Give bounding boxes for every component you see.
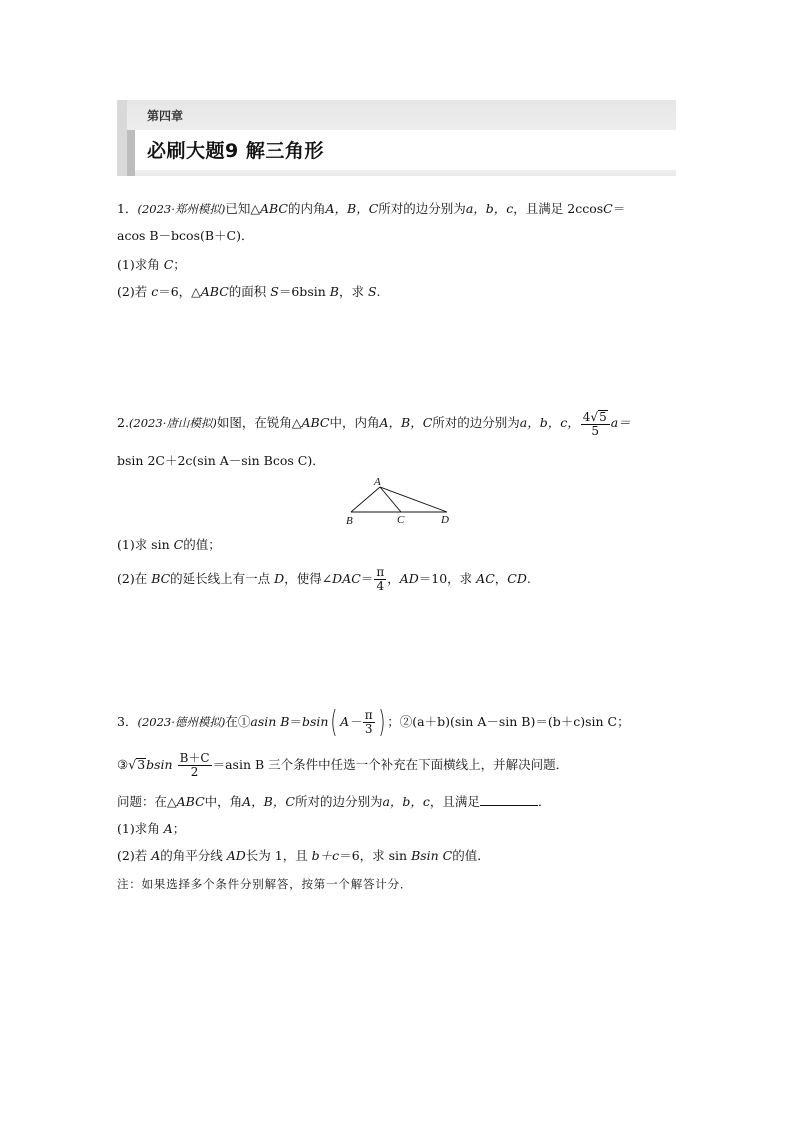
q3-var: a，b，c [382,794,430,809]
q3-var: A [151,848,161,863]
q2-fraction: $\frac{4√5}{5}$ [581,410,610,438]
q2-text: 的延长线上有一点 [170,571,275,586]
q3-number: 3． [117,714,138,729]
header-top-band [117,100,676,130]
q3-part1 [117,821,185,837]
q2-part1 [117,537,221,553]
q3-var: ABC [176,794,205,809]
q3-condition-3: ＝asin B 三个条件中任选一个补充在下面横线上，并解决问题． [212,757,569,772]
q3-text: 的值． [452,848,490,863]
q2-text: ＝ [360,571,374,586]
header-accent-bar [117,100,127,176]
q1-var: ABC [200,284,229,299]
q2-var: a，b，c， [519,415,580,430]
q3-condition-2: ；②(a＋b)(sin A－sin B)＝(b＋c)sin C； [387,714,630,729]
q2-number: 2. [117,415,129,430]
chapter-label: 第四章 [147,109,184,123]
q2-text: (1)求 sin [117,537,174,552]
q1-text: ＝ [612,201,626,216]
q2-source: (2023·唐山模拟) [128,416,217,430]
fig-label-d: D [441,514,449,526]
q2-stem-line2 [117,453,325,469]
q3-pi-num: π [364,708,373,722]
q1-text: 的面积 [228,284,271,299]
q2-text: 所对的边分别为 [432,415,520,430]
fig-side-ab [351,487,380,512]
q1-var: C [603,201,613,216]
q2-var: a＝ [610,415,631,430]
q1-var: B [329,284,339,299]
q3-text: 的角平分线 [160,848,227,863]
q2-text: ， [387,571,400,586]
q3-text: 问题：在△ [117,794,177,809]
q2-pi-den: 4 [376,579,385,593]
q1-text: 的内角 [288,201,326,216]
q1-number: 1． [117,201,138,216]
q2-triangle-figure [340,474,460,526]
q2-pi-fraction [374,566,386,593]
q3-source: (2023·德州模拟) [137,715,226,729]
q3-sqrt: 3 [137,757,146,772]
q3-text: (1)求角 [117,821,164,836]
q2-var: D [274,571,285,586]
q2-text: ，使得∠ [284,571,333,586]
q3-text: ＝ [289,714,302,729]
q3-pi-fraction [363,709,375,736]
q3-text: ＝6，求 sin [339,848,412,863]
q2-var: BC [151,571,171,586]
q3-text: ，且满足 [429,794,480,809]
q1-text: . [376,284,381,299]
q1-var: S [367,284,377,299]
q3-question [117,794,550,810]
header-accent-bar-inner [127,130,135,176]
q3-text: 长为 1，且 [245,848,312,863]
chapter-header [117,100,676,176]
q1-stem-line1 [117,201,625,217]
q2-var: ABC [301,415,330,430]
q2-var: C [173,537,184,552]
q2-var: A，B，C [379,415,433,430]
q3-frac-den: 2 [190,765,199,779]
q3-var: A，B，C [242,794,295,809]
q1-text: ＝6bsin [278,284,330,299]
q1-text: 已知△ [225,201,260,216]
q2-var: AD [399,571,419,586]
fig-label-b: B [346,515,353,526]
q2-frac-coef: 4 [582,409,591,424]
q3-left-paren: ( [330,704,338,740]
q3-var: asin B [250,714,290,729]
q1-source: (2023·郑州模拟) [137,202,226,216]
q3-text: 中，角 [204,794,243,809]
q2-equation: bsin 2C＋2c(sin A－sin Bcos C)． [117,453,325,468]
q2-var: CD [507,571,527,586]
q3-fraction [178,752,212,779]
q3-text: ③ [117,757,129,772]
q3-text: ； [172,821,186,836]
q2-var: DAC [332,571,361,586]
q1-var: C [163,257,174,272]
q1-text: (2)若 [117,284,152,299]
q2-var: AC [476,571,495,586]
q3-text: (2)若 [117,848,152,863]
q3-pi-den: 3 [364,722,373,736]
q2-text: (2)在 [117,571,152,586]
q3-var: bsin [301,714,329,729]
q2-frac-den: 5 [591,423,600,438]
q3-var: A [163,821,173,836]
header-underline [135,170,676,176]
q3-note: 注：如果选择多个条件分别解答，按第一个解答计分． [117,877,413,891]
q2-stem-line1 [117,409,631,438]
q1-text: ＝6，△ [158,284,201,299]
q2-text: 中，内角 [329,415,380,430]
fig-label-c: C [397,514,405,526]
q1-var: S [270,284,279,299]
q3-var: b＋c [311,848,340,863]
q1-var: A，B，C [325,201,379,216]
q2-text: 的值； [183,537,221,552]
q3-var: AD [226,848,246,863]
q3-text: 在① [225,714,251,729]
q3-text: ． [537,794,551,809]
q1-var: a，b，c [465,201,514,216]
q2-part2 [117,565,531,593]
q2-text: ， [494,571,508,586]
q1-text: ，且满足 2ccos [513,201,604,216]
q3-var: A－ [340,714,362,729]
q2-frac-radicand: 5 [599,409,607,424]
q1-var: c [151,284,159,299]
q2-text: . [526,571,531,586]
q2-text: 如图，在锐角△ [216,415,302,430]
q2-text: ＝10，求 [418,571,477,586]
q3-var: bsin [146,757,177,772]
q1-text: ，求 [338,284,368,299]
fig-label-a: A [374,476,381,488]
q1-text: 所对的边分别为 [378,201,466,216]
q3-text: 所对的边分别为 [294,794,383,809]
q3-var: Bsin C [411,848,453,863]
q3-answer-blank[interactable] [480,794,538,806]
q3-frac-num: B＋C [179,751,210,765]
q2-pi-num: π [376,565,385,579]
q1-part2 [117,284,381,300]
q3-conditions-line1 [117,704,630,740]
q3-right-paren: ) [377,704,385,740]
page-title: 必刷大题9 解三角形 [147,140,324,162]
q3-part2 [117,848,490,864]
q1-equation: acos B－bcos(B＋C)． [117,228,254,243]
q1-part1 [117,257,186,273]
q1-var: ABC [259,201,288,216]
q1-text: (1)求角 [117,257,164,272]
q1-stem-line2 [117,228,254,244]
q1-text: ； [173,257,186,272]
q3-conditions-line2: ③√3bsin $\frac{B+C}{2}$ ＝asin B 三个条件中任选一个补充在下面横线上，并解决问题． [117,751,569,779]
